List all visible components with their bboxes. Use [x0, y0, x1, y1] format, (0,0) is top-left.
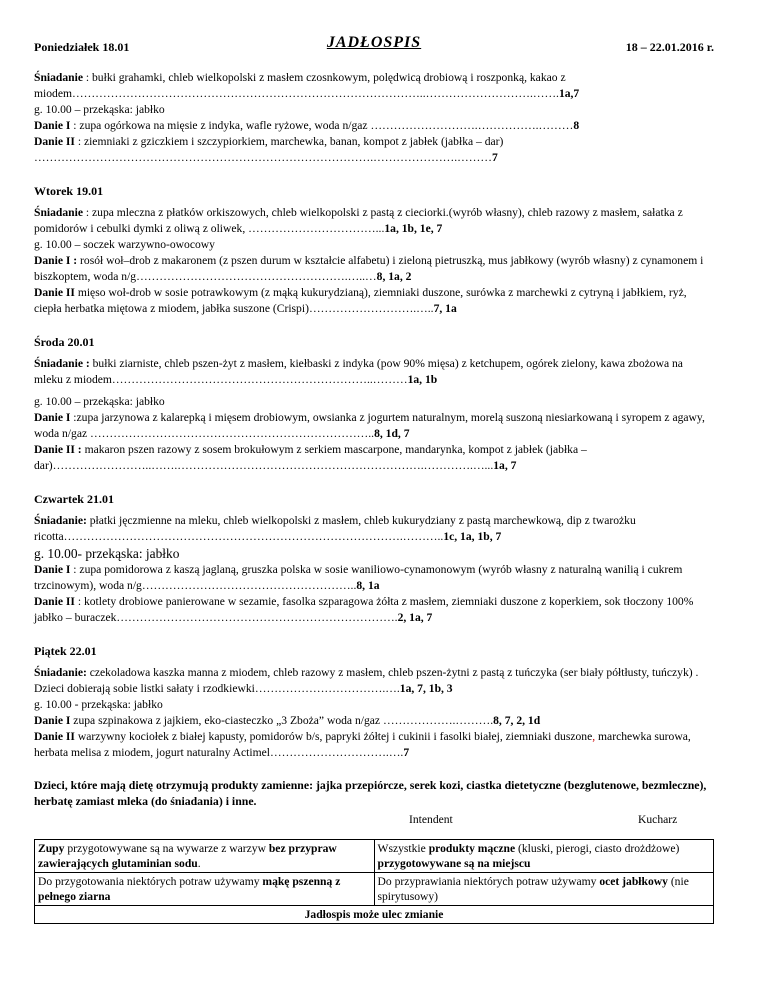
- meal-text: warzywny kociołek z białej kapusty, pomidorów b/s, papryki żółtej i cukinii i fasolki białej, ziemniaki duszone: [74, 730, 593, 743]
- meal-text: bułki ziarniste, chleb pszen-żyt z masłem, kiełbaski z indyka (pow 90% mięsa) z ketchupem, ogórek zielony, kawa zbożowa na mleku z miodem…………………………………………………………..………: [34, 357, 683, 386]
- allergen-codes: 1a, 1b, 1e, 7: [384, 222, 443, 235]
- table-row: [35, 906, 714, 924]
- meal-label: Śniadanie: [34, 206, 83, 219]
- meal-text: czekoladowa kaszka manna z miodem, chleb razowy z masłem, chleb pszen-żytni z pastą z tuńczyka (ser biały półtłusty, tuńczyk) . Dzieci dobierają sobie listki sałaty i rzodkiewki…………………………….….: [34, 666, 699, 695]
- day-wednesday: [34, 335, 714, 474]
- lunch-1: [34, 253, 714, 285]
- meal-label: Śniadanie :: [34, 357, 90, 370]
- lunch-2: [34, 442, 714, 474]
- meal-text: : zupa ogórkowa na mięsie z indyka, wafle ryżowe, woda n/gaz ……………………….…………….………: [70, 119, 574, 132]
- meal-text: mięso woł-drob w sosie potrawkowym (z mąką kukurydzianą), ziemniaki duszone, surówka z marchewki z cytryną i jabłkiem, ryż, ciepła herbatka miętowa z miodem, jabłka suszone (Crispi)……………………….…..: [34, 286, 687, 315]
- table-row: [35, 840, 714, 873]
- signature-intendent: Intendent: [409, 813, 453, 826]
- day-title: Czwartek 21.01: [34, 492, 114, 506]
- cell-text: (nie spirytusowy): [377, 875, 689, 903]
- meal-text: : ziemniaki z gziczkiem i szczypiorkiem, marchewka, banan, kompot z jabłek (jabłka – dar) …………………………………………………………………………….………………….………: [34, 135, 504, 164]
- day-title: Środa 20.01: [34, 335, 95, 349]
- lunch-2: [34, 729, 714, 761]
- lunch-1: [34, 562, 714, 594]
- day-title: Piątek 22.01: [34, 644, 97, 658]
- allergen-codes: 8, 7, 2, 1d: [493, 714, 541, 727]
- allergen-codes: 1a,7: [558, 87, 580, 100]
- cell-text: Zupy: [38, 842, 65, 855]
- meal-label: Danie I: [34, 119, 71, 132]
- table-cell: [35, 840, 375, 873]
- meal-text: zupa szpinakowa z jajkiem, eko-ciasteczko „3 Zboża” woda n/gaz ……………….……….: [70, 714, 494, 727]
- signature-kucharz: Kucharz: [638, 813, 678, 826]
- header-date-range: 18 – 22.01.2016 r.: [625, 40, 714, 54]
- meal-label: Danie II: [34, 135, 75, 148]
- diet-note: Dzieci, które mają dietę otrzymują produkty zamienne: jajka przepiórcze, serek kozi, ciastka dietetyczne (bezglutenowe, bezmleczne), herbatę zamiast mleka (do śniadania) i inne.: [34, 778, 707, 808]
- allergen-codes: 7: [491, 151, 498, 164]
- lunch-2: [34, 285, 714, 317]
- meal-label: Danie II: [34, 595, 75, 608]
- cell-text: przygotowywane są na miejscu: [377, 857, 531, 870]
- lunch-2: [34, 134, 714, 166]
- day-friday: [34, 644, 714, 761]
- meal-label: Danie II :: [34, 443, 82, 456]
- meal-text: : zupa mleczna z płatków orkiszowych, chleb wielkopolski z pastą z cieciorki.(wyrób własny), chleb razowy z masłem, sałatka z pomidorów i cebulki dymki z oliwą z oliwek, ……………………………...: [34, 206, 683, 235]
- allergen-codes: 1a, 1b: [407, 373, 438, 386]
- meal-label: Danie I :: [34, 254, 78, 267]
- snack: g. 10.00 – soczek warzywno-owocowy: [34, 238, 215, 251]
- allergen-codes: 8: [573, 119, 580, 132]
- allergen-codes: 1a, 7: [493, 459, 517, 472]
- info-table: [34, 839, 714, 924]
- meal-text-cont: marchewka surowa, herbata melisa z miodem, jogurt naturalny Actimel………………………….….: [34, 730, 691, 759]
- meal-text: : kotlety drobiowe panierowane w sezamie, fasolka szparagowa żółta z masłem, ziemniaki duszone z koperkiem, sok tłoczony 100% jabłko – buraczek……………………………………………………………….: [34, 595, 694, 624]
- meal-label: Śniadanie: [34, 71, 83, 84]
- day-monday: [34, 70, 714, 166]
- cell-text: mąkę pszenną z pełnego ziarna: [38, 875, 341, 903]
- meal-label: Śniadanie:: [34, 514, 87, 527]
- cell-text: ocet jabłkowy: [599, 875, 668, 888]
- breakfast: [34, 205, 714, 237]
- allergen-codes: 7, 1a: [433, 302, 457, 315]
- cell-text: Do przyprawiania niektórych potraw używamy: [377, 875, 600, 888]
- meal-text: : zupa pomidorowa z kaszą jaglaną, gruszka polska w sosie waniliowo-cynamonowym (wyrób własny z naturalną wanilią i cukrem trzcinowym), woda n/g………………………………………………..: [34, 563, 683, 592]
- allergen-codes: 7: [403, 746, 410, 759]
- cell-text: przygotowywane są na wywarze z warzyw: [64, 842, 269, 855]
- breakfast: [34, 70, 714, 102]
- meal-text: makaron pszen razowy z sosem brokułowym z serkiem mascarpone, mandarynka, kompot z jabłek (jabłka – dar)……………………..…….……………………………………………………….………….…...: [34, 443, 587, 472]
- day-title: Wtorek 19.01: [34, 184, 104, 198]
- allergen-codes: 8, 1a, 2: [376, 270, 412, 283]
- table-cell: [374, 873, 714, 906]
- header: [34, 34, 714, 56]
- red-comma: ,: [592, 730, 596, 743]
- snack: g. 10.00 – przekąska: jabłko: [34, 103, 165, 116]
- lunch-2: [34, 594, 714, 626]
- allergen-codes: 8, 1a: [356, 579, 380, 592]
- menu-page: [34, 34, 714, 924]
- meal-label: Danie II: [34, 730, 75, 743]
- cell-text: Do przygotowania niektórych potraw używamy: [38, 875, 263, 888]
- table-cell: [374, 840, 714, 873]
- snack: g. 10.00 – przekąska: jabłko: [34, 395, 165, 408]
- cell-text: Wszystkie: [377, 842, 429, 855]
- lunch-1: [34, 410, 714, 442]
- allergen-codes: 1c, 1a, 1b, 7: [443, 530, 502, 543]
- day-thursday: [34, 492, 714, 626]
- meal-label: Danie I: [34, 714, 71, 727]
- cell-text: bez przypraw zawierających glutaminian sodu: [38, 842, 337, 870]
- meal-label: Danie II: [34, 286, 75, 299]
- allergen-codes: 1a, 7, 1b, 3: [399, 682, 453, 695]
- cell-text: produkty mączne: [428, 842, 516, 855]
- meal-label: Śniadanie:: [34, 666, 87, 679]
- day-tuesday: [34, 184, 714, 317]
- breakfast: [34, 356, 714, 388]
- cell-text: .: [197, 857, 201, 870]
- allergen-codes: 2, 1a, 7: [397, 611, 433, 624]
- meal-label: Danie I: [34, 563, 71, 576]
- snack: g. 10.00- przekąska: jabłko: [34, 546, 180, 561]
- signatures: [34, 809, 714, 839]
- breakfast: [34, 665, 714, 697]
- lunch-1: [34, 713, 714, 729]
- lunch-1: [34, 118, 714, 134]
- meal-text: :zupa jarzynowa z kalarepką i mięsem drobiowym, owsianka z jogurtem naturalnym, morelą suszoną niesiarkowaną i syropem z agawy, woda n/gaz ………………………………………………………………..: [34, 411, 705, 440]
- header-day: Poniedziałek 18.01: [34, 40, 130, 54]
- allergen-codes: 8, 1d, 7: [374, 427, 410, 440]
- snack: g. 10.00 - przekąska: jabłko: [34, 698, 163, 711]
- meal-label: Danie I: [34, 411, 71, 424]
- table-row: [35, 873, 714, 906]
- table-footer: Jadłospis może ulec zmianie: [35, 906, 714, 924]
- meal-text: : bułki grahamki, chleb wielkopolski z masłem czosnkowym, polędwicą drobiową i roszponką, kakao z miodem………………………………………………………………………………..……………………….…….: [34, 71, 566, 100]
- breakfast: [34, 513, 714, 545]
- meal-text: rosół woł–drob z makaronem (z pszen durum w kształcie alfabetu) i zieloną pietruszką, mus jabłkowy (wyrób własny) z cynamonem i biszkoptem, woda n/g……………………………………………….…..…: [34, 254, 704, 283]
- meal-text: płatki jęczmienne na mleku, chleb wielkopolski z masłem, chleb kukurydziany z pastą marchewkową, dip z twarożku ricotta…………………………………………………………………………….………..: [34, 514, 636, 543]
- cell-text: (kluski, pierogi, ciasto drożdżowe): [515, 842, 680, 855]
- page-title: JADŁOSPIS: [326, 34, 422, 51]
- table-cell: [35, 873, 375, 906]
